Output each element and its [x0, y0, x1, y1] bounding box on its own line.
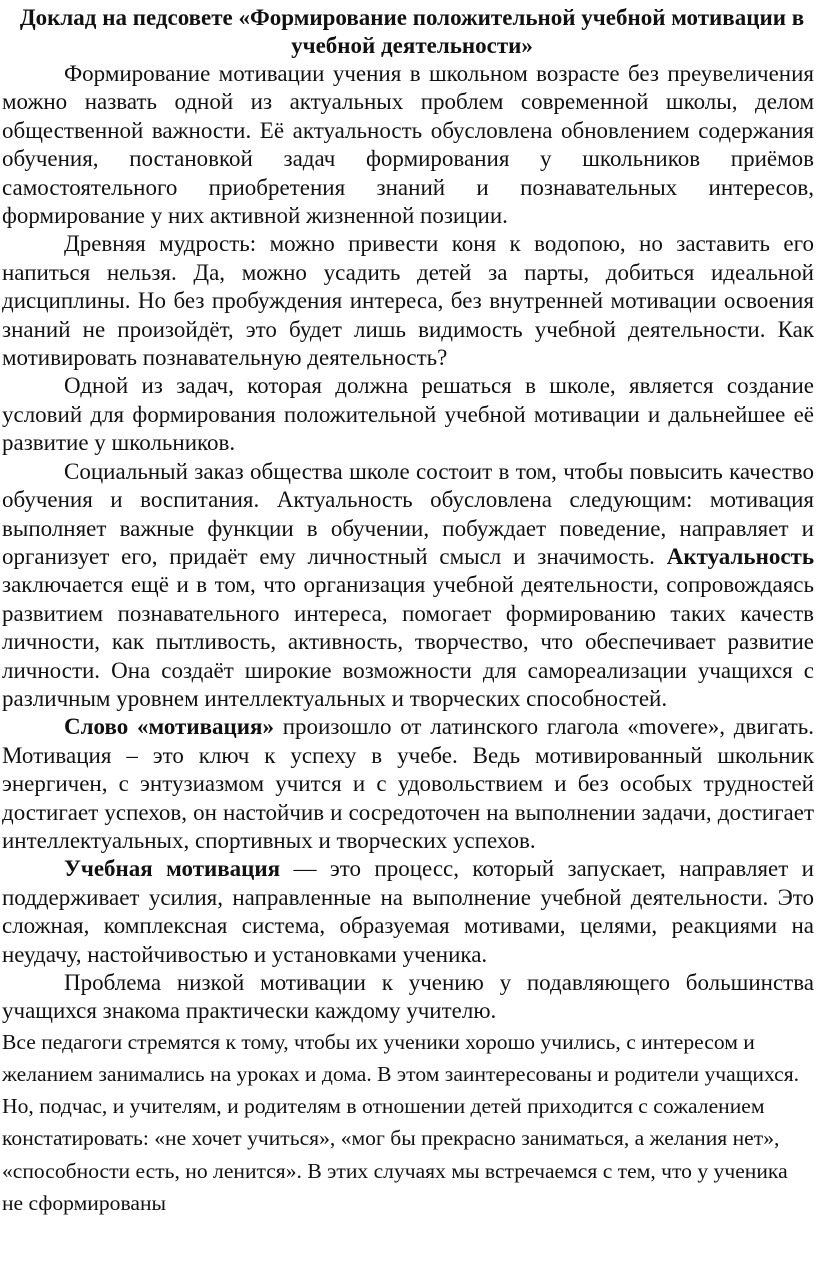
paragraph-4: [2, 458, 814, 714]
paragraph-1: Формирование мотивации учения в школьном возрасте без преувеличения можно назвать одной из актуальных проблем современной школы, делом общественной важности. Её актуальность обусловлена обновлением содержания обучения, постановкой задач формирования у школьников приёмов самостоятельного приобретения знаний и познавательных интересов, формирование у них активной жизненной позиции.: [2, 61, 814, 229]
paragraph-5: [2, 713, 814, 855]
paragraph-4-text-end: заключается ещё и в том, что организация учебной деятельности, сопровождаясь развитием познавательного интереса, помогает формированию таких качеств личности, как пытливость, активность, творчество, что обеспечивает развитие личности. Она создаёт широкие возможности для самореализации учащихся с различным уровнем интеллектуальных и творческих способностей.: [2, 572, 814, 711]
paragraph-4-text-start: Социальный заказ общества школе состоит в том, чтобы повысить качество обучения и воспитания. Актуальность обусловлена следующим: мотивация выполняет важные функции в обучении, побуждает поведение, направляет и организует его, придаёт ему личностный смысл и значимость.: [2, 458, 814, 569]
paragraph-2: Древняя мудрость: можно привести коня к водопою, но заставить его напиться нельзя. Да, можно усадить детей за парты, добиться идеальной дисциплины. Но без пробуждения интереса, без внутренней мотивации освоения знаний не произойдёт, это будет лишь видимость учебной деятельности. Как мотивировать познавательную деятельность?: [2, 231, 814, 371]
paragraph-5-text: произошло от латинского глагола «movere», двигать. Мотивация – это ключ к успеху в учебе. Ведь мотивированный школьник энергичен, с энтузиазмом учится и с удовольствием и без особых трудностей достигает успехов, он настойчив и сосредоточен на выполнении задачи, достигает интеллектуальных, спортивных и творческих успехов.: [2, 714, 814, 853]
paragraph-8: Все педагоги стремятся к тому, чтобы их ученики хорошо учились, с интересом и желанием занимались на уроках и дома. В этом заинтересованы и родители учащихся. Но, подчас, и учителям, и родителям в отношении детей приходится с сожалением констатировать: «не хочет учиться», «мог бы прекрасно заниматься, а желания нет», «способности есть, но ленится». В этих случаях мы встречаемся с тем, что у ученика не сформированы: [2, 1029, 800, 1215]
paragraph-4-bold-term: Актуальность: [666, 543, 814, 569]
paragraph-6-bold-term: Учебная мотивация: [64, 856, 281, 882]
document-title: Доклад на педсовете «Формирование положительной учебной мотивации в учебной деятельности»: [19, 5, 805, 58]
paragraph-7: Проблема низкой мотивации к учению у подавляющего большинства учащихся знакома практически каждому учителю.: [2, 970, 814, 1024]
paragraph-6: [2, 855, 814, 969]
paragraph-6-text: — это процесс, который запускает, направляет и поддерживает усилия, направленные на выполнение учебной деятельности. Это сложная, комплексная система, образуемая мотивами, целями, реакциями на неудачу, настойчивостью и установками ученика.: [2, 856, 814, 967]
paragraph-3: Одной из задач, которая должна решаться в школе, является создание условий для формирования положительной учебной мотивации и дальнейшее её развитие у школьников.: [2, 373, 814, 456]
paragraph-5-bold-term: Слово «мотивация»: [64, 714, 274, 740]
